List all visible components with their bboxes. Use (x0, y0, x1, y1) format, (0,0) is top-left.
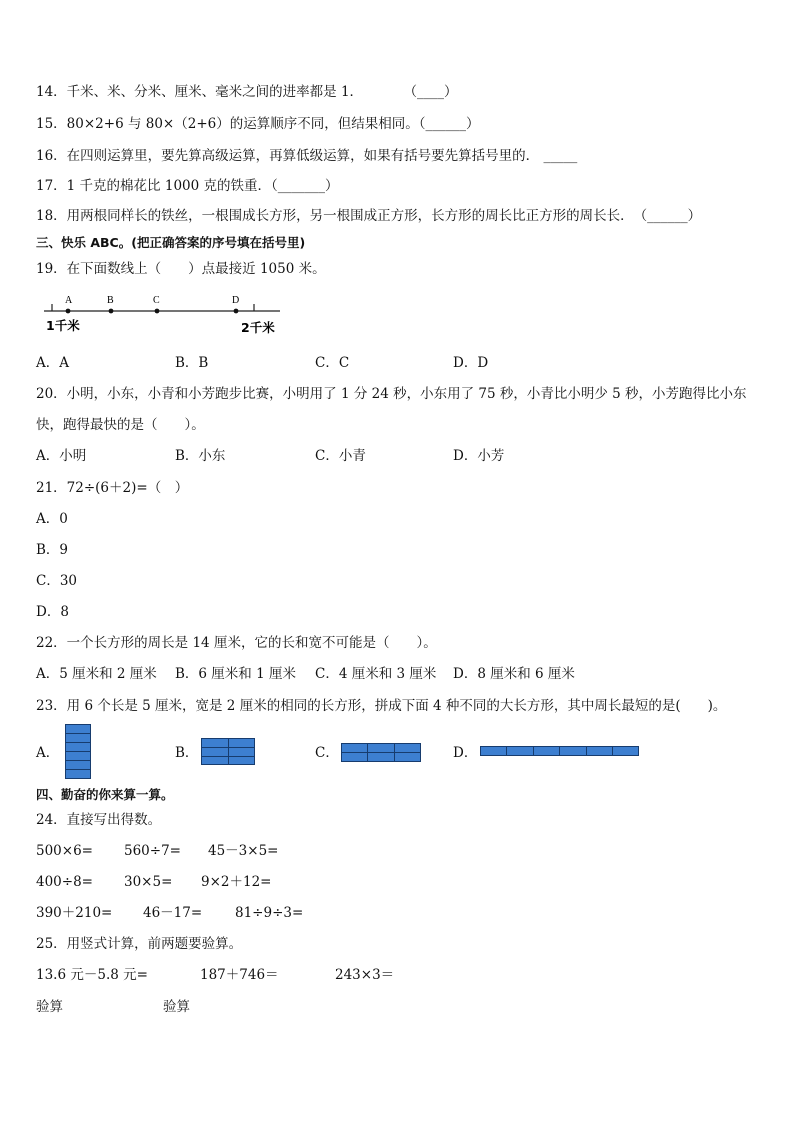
q23-option-d: D． (453, 745, 478, 761)
figure-d-piece (533, 746, 560, 756)
figure-d-rectangle (480, 746, 639, 756)
calc-item: 400÷8= (36, 874, 93, 890)
q19-option-c: C．C (315, 355, 350, 371)
number-line-figure (40, 290, 290, 338)
check-label: 验算 (163, 999, 190, 1015)
vertical-calc-item: 13.6 元－5.8 元= (36, 967, 148, 983)
question-18: 18．用两根同样长的铁丝，一根围成长方形，另一根围成正方形，长方形的周长比正方形的周长长． （______） (36, 208, 702, 224)
point-a-dot (66, 309, 71, 314)
q20-option-c: C．小青 (315, 448, 366, 464)
q23-option-a: A． (36, 745, 60, 761)
figure-b-piece (228, 756, 255, 765)
q21-option-a: A．0 (36, 511, 68, 527)
figure-c-piece (394, 752, 421, 762)
figure-c-piece (341, 752, 368, 762)
point-c-label: C (153, 295, 160, 306)
calc-item: 81÷9÷3= (235, 905, 304, 921)
q21-option-b: B．9 (36, 542, 69, 558)
calc-item: 45－3×5= (208, 843, 279, 859)
question-20-line-1: 20．小明，小东，小青和小芳跑步比赛，小明用了 1 分 24 秒，小东用了 75 秒，小青比小明少 5 秒，小芳跑得比小东 (36, 386, 747, 402)
q19-option-b: B．B (175, 355, 209, 371)
calc-item: 46－17= (143, 905, 203, 921)
calc-item: 500×6= (36, 843, 93, 859)
number-line-start-label: 1千米 (46, 318, 80, 333)
question-22: 22．一个长方形的周长是 14 厘米，它的长和宽不可能是（ ）。 (36, 635, 437, 651)
q21-option-d: D．8 (36, 604, 69, 620)
q23-option-c: C． (315, 745, 339, 761)
question-16: 16．在四则运算里，要先算高级运算，再算低级运算，如果有括号要先算括号里的． _____ (36, 148, 578, 164)
calc-item: 390＋210= (36, 905, 113, 921)
check-label: 验算 (36, 999, 63, 1015)
q23-option-b: B． (175, 745, 199, 761)
calc-item: 30×5= (124, 874, 173, 890)
question-15: 15．80×2+6 与 80×（2+6）的运算顺序不同，但结果相同。（______） (36, 116, 480, 132)
figure-d-piece (612, 746, 639, 756)
question-25: 25．用竖式计算，前两题要验算。 (36, 936, 243, 952)
q20-option-d: D．小芳 (453, 448, 505, 464)
figure-d-piece (559, 746, 587, 756)
q21-option-c: C．30 (36, 573, 78, 589)
q20-option-b: B．小东 (175, 448, 226, 464)
point-d-dot (234, 309, 239, 314)
q22-option-a: A．5 厘米和 2 厘米 (36, 666, 157, 682)
figure-d-piece (586, 746, 613, 756)
section-3-title: 三、快乐 ABC。(把正确答案的序号填在括号里) (36, 235, 306, 250)
q22-option-d: D．8 厘米和 6 厘米 (453, 666, 575, 682)
question-14: 14．千米、米、分米、厘米、毫米之间的进率都是 1． （____） (36, 84, 458, 100)
section-4-title: 四、勤奋的你来算一算。 (36, 787, 174, 802)
point-c-dot (155, 309, 160, 314)
q19-option-d: D．D (453, 355, 489, 371)
question-23: 23．用 6 个长是 5 厘米，宽是 2 厘米的相同的长方形，拼成下面 4 种不同的大长方形，其中周长最短的是( )。 (36, 698, 727, 714)
question-20-line-2: 快，跑得最快的是（ ）。 (36, 417, 205, 433)
question-17: 17．1 千克的棉花比 1000 克的铁重．（_______） (36, 178, 339, 194)
figure-c-piece (367, 752, 395, 762)
figure-d-piece (506, 746, 534, 756)
figure-a-piece (65, 769, 91, 779)
figure-c-rectangle (341, 743, 421, 762)
figure-a-rectangle (65, 724, 91, 779)
point-a-label: A (65, 295, 73, 306)
figure-d-piece (480, 746, 507, 756)
point-b-dot (109, 309, 114, 314)
question-24: 24．直接写出得数。 (36, 812, 162, 828)
vertical-calc-item: 243×3＝ (335, 967, 395, 983)
point-d-label: D (232, 295, 240, 306)
q19-option-a: A．A (36, 355, 69, 371)
q22-option-b: B．6 厘米和 1 厘米 (175, 666, 296, 682)
calc-item: 560÷7= (124, 843, 181, 859)
figure-b-rectangle (201, 738, 255, 765)
q20-option-a: A．小明 (36, 448, 87, 464)
point-b-label: B (107, 295, 114, 306)
number-line-end-label: 2千米 (241, 320, 275, 335)
figure-b-piece (201, 756, 229, 765)
calc-item: 9×2＋12= (201, 874, 272, 890)
question-21: 21．72÷(6＋2)=（ ） (36, 480, 189, 496)
question-19: 19．在下面数线上（ ）点最接近 1050 米。 (36, 261, 326, 277)
q22-option-c: C．4 厘米和 3 厘米 (315, 666, 437, 682)
vertical-calc-item: 187＋746＝ (200, 967, 279, 983)
